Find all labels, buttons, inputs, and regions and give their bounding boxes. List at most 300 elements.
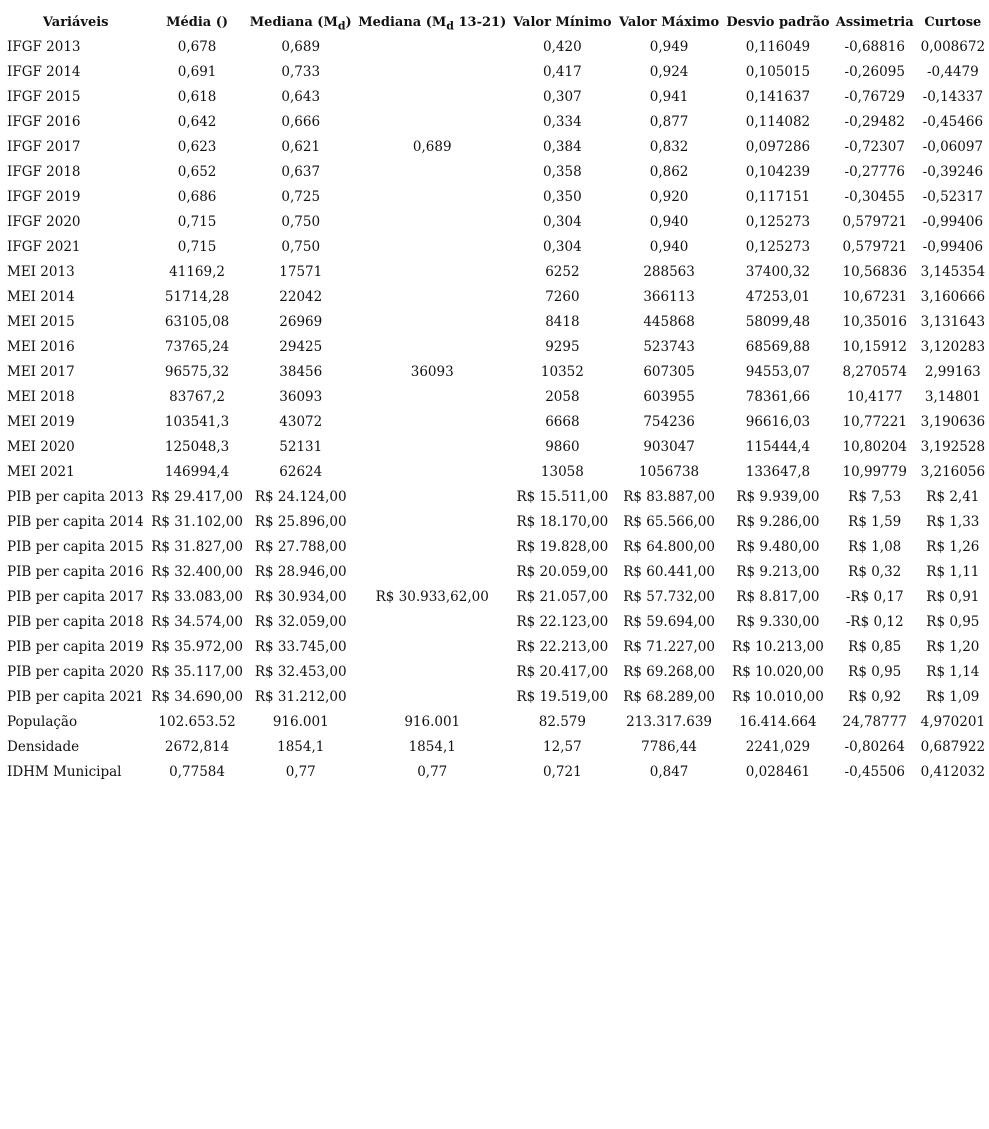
- cell-skewness: -R$ 0,12: [845, 614, 904, 630]
- table-row: [4, 560, 989, 585]
- cell-mean: R$ 29.417,00: [151, 489, 243, 505]
- cell-min: 0,304: [543, 239, 582, 255]
- cell-median-13-21: 36093: [410, 364, 454, 380]
- cell-median: 0,750: [281, 214, 321, 230]
- cell-max: 607305: [643, 364, 695, 380]
- cell-min: R$ 20.417,00: [516, 664, 609, 680]
- cell-mean: 0,715: [177, 239, 217, 255]
- cell-max: 1056738: [639, 464, 700, 480]
- cell-kurtosis: R$ 0,91: [926, 589, 980, 605]
- cell-skewness: -0,68816: [844, 39, 905, 55]
- cell-kurtosis: 2,99163: [924, 364, 981, 380]
- header-mean: Média (): [166, 15, 229, 30]
- cell-median: 0,725: [281, 189, 321, 205]
- cell-variable: IFGF 2014: [7, 64, 81, 80]
- cell-max: 0,941: [649, 89, 689, 105]
- cell-median: 0,689: [281, 39, 321, 55]
- cell-max: 7786,44: [641, 739, 697, 755]
- cell-kurtosis: R$ 1,26: [926, 539, 980, 555]
- cell-median: R$ 27.788,00: [254, 539, 347, 555]
- cell-kurtosis: R$ 1,09: [926, 689, 980, 705]
- cell-mean: R$ 32.400,00: [151, 564, 243, 580]
- cell-median-13-21: [355, 410, 510, 435]
- cell-max: R$ 71.227,00: [623, 639, 715, 655]
- cell-variable: MEI 2019: [7, 414, 75, 430]
- table-row: [4, 235, 989, 260]
- table-row: [4, 35, 989, 60]
- table-row: [4, 160, 989, 185]
- cell-kurtosis: R$ 1,14: [926, 664, 980, 680]
- header-median-13-21-prefix: Mediana (M: [358, 15, 447, 30]
- cell-max: 366113: [643, 289, 695, 305]
- cell-kurtosis: -0,45466: [922, 114, 984, 130]
- cell-max: R$ 83.887,00: [623, 489, 715, 505]
- cell-std: 58099,48: [745, 314, 811, 330]
- cell-max: 213.317.639: [626, 714, 713, 730]
- cell-median-13-21: [355, 660, 510, 685]
- cell-mean: 51714,28: [164, 289, 230, 305]
- cell-max: R$ 69.268,00: [623, 664, 715, 680]
- cell-min: 82.579: [538, 714, 586, 730]
- header-median-13-21-suffix: 13-21): [453, 15, 507, 30]
- table-row: [4, 685, 989, 710]
- cell-kurtosis: 3,160666: [920, 289, 986, 305]
- cell-kurtosis: 3,190636: [920, 414, 986, 430]
- cell-std: 115444,4: [745, 439, 811, 455]
- table-row: [4, 110, 989, 135]
- cell-std: 2241,029: [745, 739, 811, 755]
- cell-mean: 83767,2: [169, 389, 225, 405]
- cell-std: R$ 9.939,00: [736, 489, 820, 505]
- header-row: [4, 6, 989, 35]
- cell-skewness: 10,35016: [842, 314, 907, 330]
- table-row: [4, 85, 989, 110]
- cell-max: 0,924: [649, 64, 689, 80]
- cell-median-13-21: [355, 685, 510, 710]
- table-body: [4, 35, 989, 785]
- cell-skewness: 10,15912: [842, 339, 907, 355]
- cell-kurtosis: R$ 1,11: [926, 564, 980, 580]
- cell-min: 0,350: [543, 189, 582, 205]
- cell-max: R$ 65.566,00: [623, 514, 715, 530]
- cell-std: 96616,03: [745, 414, 811, 430]
- cell-kurtosis: -0,39246: [922, 164, 984, 180]
- cell-variable: IDHM Municipal: [7, 764, 122, 780]
- cell-max: 445868: [643, 314, 695, 330]
- cell-variable: População: [7, 714, 78, 730]
- cell-median: 0,643: [281, 89, 321, 105]
- table-row: [4, 460, 989, 485]
- cell-mean: R$ 34.690,00: [151, 689, 243, 705]
- cell-kurtosis: -0,14337: [922, 89, 984, 105]
- cell-median-13-21: [355, 610, 510, 635]
- table-row: [4, 760, 989, 785]
- cell-max: 0,847: [649, 764, 689, 780]
- cell-median: R$ 32.453,00: [254, 664, 347, 680]
- cell-median: 0,666: [281, 114, 321, 130]
- cell-median-13-21: [355, 460, 510, 485]
- header-max: Valor Máximo: [618, 15, 720, 30]
- cell-median: 0,637: [281, 164, 321, 180]
- cell-median-13-21: [355, 235, 510, 260]
- cell-median-13-21: [355, 335, 510, 360]
- cell-variable: PIB per capita 2014: [7, 514, 144, 530]
- cell-skewness: -R$ 0,17: [845, 589, 904, 605]
- cell-variable: PIB per capita 2016: [7, 564, 144, 580]
- cell-max: R$ 59.694,00: [623, 614, 715, 630]
- cell-variable: IFGF 2021: [7, 239, 81, 255]
- cell-median-13-21: 0,77: [417, 764, 448, 780]
- cell-max: R$ 68.289,00: [623, 689, 715, 705]
- cell-max: 288563: [643, 264, 695, 280]
- cell-kurtosis: 0,687922: [920, 739, 986, 755]
- cell-median: 62624: [279, 464, 323, 480]
- cell-kurtosis: 0,008672: [920, 39, 986, 55]
- cell-mean: 0,652: [177, 164, 217, 180]
- table-row: [4, 210, 989, 235]
- cell-variable: MEI 2020: [7, 439, 75, 455]
- cell-mean: R$ 31.102,00: [151, 514, 243, 530]
- table-row: [4, 585, 989, 610]
- cell-skewness: 10,67231: [842, 289, 907, 305]
- cell-std: 47253,01: [745, 289, 811, 305]
- cell-variable: Densidade: [7, 739, 80, 755]
- cell-min: 7260: [545, 289, 580, 305]
- cell-kurtosis: 3,14801: [924, 389, 981, 405]
- cell-min: 0,384: [543, 139, 582, 155]
- cell-min: R$ 21.057,00: [516, 589, 609, 605]
- cell-skewness: R$ 0,95: [848, 664, 902, 680]
- cell-median-13-21: [355, 535, 510, 560]
- cell-mean: 96575,32: [164, 364, 230, 380]
- cell-max: 0,877: [649, 114, 689, 130]
- cell-skewness: -0,80264: [844, 739, 905, 755]
- cell-variable: IFGF 2013: [7, 39, 81, 55]
- cell-median: 22042: [279, 289, 323, 305]
- cell-max: 903047: [643, 439, 695, 455]
- cell-skewness: 0,579721: [842, 214, 907, 230]
- cell-kurtosis: R$ 1,33: [926, 514, 980, 530]
- cell-std: 94553,07: [745, 364, 811, 380]
- cell-kurtosis: 3,216056: [920, 464, 986, 480]
- cell-kurtosis: -0,99406: [922, 239, 984, 255]
- cell-std: R$ 9.286,00: [736, 514, 820, 530]
- cell-max: R$ 60.441,00: [623, 564, 715, 580]
- cell-min: R$ 20.059,00: [516, 564, 609, 580]
- cell-median-13-21: [355, 560, 510, 585]
- cell-median: R$ 30.934,00: [254, 589, 347, 605]
- cell-min: 10352: [540, 364, 584, 380]
- cell-mean: 0,678: [177, 39, 217, 55]
- cell-std: R$ 9.480,00: [736, 539, 820, 555]
- cell-min: 12,57: [543, 739, 582, 755]
- cell-median-13-21: [355, 185, 510, 210]
- cell-mean: R$ 35.972,00: [151, 639, 243, 655]
- cell-std: 0,117151: [745, 189, 811, 205]
- cell-variable: PIB per capita 2018: [7, 614, 144, 630]
- cell-median: 29425: [279, 339, 323, 355]
- cell-max: 0,862: [649, 164, 689, 180]
- cell-kurtosis: 3,145354: [920, 264, 986, 280]
- cell-skewness: -0,76729: [844, 89, 905, 105]
- cell-median: R$ 31.212,00: [254, 689, 347, 705]
- cell-median-13-21: [355, 510, 510, 535]
- cell-min: 6668: [545, 414, 580, 430]
- cell-mean: 103541,3: [164, 414, 230, 430]
- cell-median: R$ 32.059,00: [254, 614, 347, 630]
- cell-variable: MEI 2015: [7, 314, 75, 330]
- header-std: Desvio padrão: [726, 15, 830, 30]
- cell-variable: PIB per capita 2019: [7, 639, 144, 655]
- cell-mean: R$ 33.083,00: [151, 589, 243, 605]
- cell-mean: 41169,2: [169, 264, 225, 280]
- cell-variable: MEI 2018: [7, 389, 75, 405]
- header-median-prefix: Mediana (M: [249, 15, 338, 30]
- cell-median-13-21: [355, 160, 510, 185]
- header-median-subscript: d: [337, 19, 346, 33]
- cell-mean: 0,686: [177, 189, 217, 205]
- cell-std: 0,028461: [745, 764, 811, 780]
- table-row: [4, 510, 989, 535]
- table-row: [4, 310, 989, 335]
- cell-std: 0,116049: [745, 39, 811, 55]
- cell-kurtosis: R$ 0,95: [926, 614, 980, 630]
- header-skewness: Assimetria: [835, 15, 914, 30]
- cell-std: 0,125273: [745, 214, 811, 230]
- cell-max: 523743: [643, 339, 695, 355]
- cell-min: 13058: [540, 464, 584, 480]
- cell-median-13-21: [355, 110, 510, 135]
- header-kurtosis: Curtose: [924, 15, 982, 30]
- cell-kurtosis: 3,120283: [920, 339, 986, 355]
- cell-median-13-21: 916.001: [404, 714, 461, 730]
- header-median: [247, 6, 355, 35]
- table-header: [4, 6, 989, 35]
- cell-median: 43072: [279, 414, 323, 430]
- cell-kurtosis: 3,192528: [920, 439, 986, 455]
- cell-std: 0,114082: [745, 114, 811, 130]
- table-row: [4, 635, 989, 660]
- cell-median: R$ 25.896,00: [254, 514, 347, 530]
- table-row: [4, 435, 989, 460]
- cell-min: 9295: [545, 339, 580, 355]
- header-variables: Variáveis: [42, 15, 109, 30]
- cell-variable: MEI 2021: [7, 464, 75, 480]
- cell-skewness: 24,78777: [842, 714, 907, 730]
- cell-std: R$ 10.020,00: [732, 664, 824, 680]
- cell-variable: MEI 2014: [7, 289, 75, 305]
- cell-min: 9860: [545, 439, 580, 455]
- cell-median-13-21: [355, 485, 510, 510]
- cell-median-13-21: R$ 30.933,62,00: [375, 589, 489, 605]
- cell-std: 0,097286: [745, 139, 811, 155]
- cell-min: R$ 18.170,00: [516, 514, 609, 530]
- table-row: [4, 385, 989, 410]
- cell-mean: 0,715: [177, 214, 217, 230]
- cell-variable: PIB per capita 2017: [7, 589, 144, 605]
- table-row: [4, 410, 989, 435]
- cell-min: R$ 15.511,00: [516, 489, 609, 505]
- cell-skewness: 10,56836: [842, 264, 907, 280]
- cell-variable: PIB per capita 2020: [7, 664, 144, 680]
- header-median-13-21-subscript: d: [446, 19, 454, 33]
- cell-skewness: 8,270574: [842, 364, 907, 380]
- cell-std: 37400,32: [745, 264, 811, 280]
- cell-variable: IFGF 2015: [7, 89, 81, 105]
- cell-min: 0,358: [543, 164, 582, 180]
- table-row: [4, 660, 989, 685]
- cell-skewness: 10,77221: [842, 414, 907, 430]
- cell-median: 52131: [279, 439, 323, 455]
- cell-mean: 0,618: [177, 89, 217, 105]
- cell-median: 17571: [279, 264, 323, 280]
- cell-median-13-21: [355, 210, 510, 235]
- cell-median-13-21: 1854,1: [408, 739, 456, 755]
- cell-kurtosis: R$ 1,20: [926, 639, 980, 655]
- table-row: [4, 360, 989, 385]
- cell-max: 0,920: [649, 189, 689, 205]
- cell-skewness: -0,29482: [844, 114, 905, 130]
- cell-min: 0,721: [543, 764, 582, 780]
- cell-median: 916.001: [272, 714, 329, 730]
- cell-mean: 2672,814: [164, 739, 230, 755]
- cell-min: 0,307: [543, 89, 582, 105]
- table-row: [4, 260, 989, 285]
- table-row: [4, 610, 989, 635]
- cell-median-13-21: [355, 60, 510, 85]
- table-row: [4, 735, 989, 760]
- cell-skewness: R$ 0,85: [848, 639, 902, 655]
- cell-variable: MEI 2016: [7, 339, 75, 355]
- cell-mean: R$ 31.827,00: [151, 539, 243, 555]
- cell-skewness: R$ 0,32: [848, 564, 902, 580]
- cell-min: 0,420: [543, 39, 582, 55]
- cell-kurtosis: -0,4479: [926, 64, 979, 80]
- cell-median: R$ 28.946,00: [254, 564, 347, 580]
- cell-skewness: 10,99779: [842, 464, 907, 480]
- cell-std: 0,125273: [745, 239, 811, 255]
- cell-min: 0,334: [543, 114, 582, 130]
- cell-std: 0,105015: [745, 64, 811, 80]
- table-row: [4, 60, 989, 85]
- statistics-table: [4, 6, 989, 785]
- cell-std: R$ 8.817,00: [736, 589, 820, 605]
- cell-median: R$ 24.124,00: [254, 489, 347, 505]
- cell-mean: 0,623: [177, 139, 217, 155]
- cell-std: 0,141637: [745, 89, 811, 105]
- cell-max: R$ 57.732,00: [623, 589, 715, 605]
- cell-kurtosis: 0,412032: [920, 764, 986, 780]
- cell-median: 38456: [279, 364, 323, 380]
- cell-min: R$ 19.828,00: [516, 539, 609, 555]
- cell-mean: 102.653.52: [158, 714, 236, 730]
- header-median-suffix: ): [345, 15, 352, 30]
- cell-skewness: 10,80204: [842, 439, 907, 455]
- table-row: [4, 185, 989, 210]
- cell-mean: 0,691: [177, 64, 217, 80]
- cell-min: 0,417: [543, 64, 582, 80]
- cell-median: 0,733: [281, 64, 321, 80]
- cell-median-13-21: [355, 85, 510, 110]
- cell-skewness: R$ 1,59: [848, 514, 902, 530]
- table-row: [4, 485, 989, 510]
- cell-skewness: -0,26095: [844, 64, 905, 80]
- cell-max: 0,940: [649, 214, 689, 230]
- cell-median: R$ 33.745,00: [254, 639, 347, 655]
- cell-skewness: 0,579721: [842, 239, 907, 255]
- cell-max: 754236: [643, 414, 695, 430]
- cell-skewness: -0,45506: [844, 764, 905, 780]
- cell-median: 0,77: [285, 764, 316, 780]
- cell-variable: IFGF 2019: [7, 189, 81, 205]
- cell-min: R$ 22.123,00: [516, 614, 609, 630]
- cell-std: 68569,88: [745, 339, 811, 355]
- cell-skewness: -0,27776: [844, 164, 905, 180]
- cell-median: 1854,1: [277, 739, 325, 755]
- cell-kurtosis: -0,99406: [922, 214, 984, 230]
- cell-mean: R$ 35.117,00: [151, 664, 243, 680]
- table-row: [4, 285, 989, 310]
- table-row: [4, 710, 989, 735]
- cell-std: R$ 10.010,00: [732, 689, 824, 705]
- cell-kurtosis: -0,52317: [922, 189, 984, 205]
- cell-mean: 0,77584: [169, 764, 225, 780]
- cell-std: 133647,8: [745, 464, 811, 480]
- cell-variable: IFGF 2018: [7, 164, 81, 180]
- cell-median-13-21: [355, 385, 510, 410]
- cell-min: R$ 22.213,00: [516, 639, 609, 655]
- cell-std: R$ 9.330,00: [736, 614, 820, 630]
- cell-median-13-21: 0,689: [412, 139, 452, 155]
- cell-std: R$ 10.213,00: [732, 639, 824, 655]
- cell-variable: MEI 2017: [7, 364, 75, 380]
- cell-kurtosis: 4,970201: [920, 714, 986, 730]
- cell-kurtosis: -0,06097: [922, 139, 984, 155]
- cell-median-13-21: [355, 310, 510, 335]
- cell-variable: PIB per capita 2021: [7, 689, 144, 705]
- cell-skewness: R$ 1,08: [848, 539, 902, 555]
- cell-min: 8418: [545, 314, 580, 330]
- cell-mean: 0,642: [177, 114, 217, 130]
- cell-max: 0,832: [649, 139, 689, 155]
- cell-median: 0,750: [281, 239, 321, 255]
- cell-std: R$ 9.213,00: [736, 564, 820, 580]
- cell-variable: IFGF 2016: [7, 114, 81, 130]
- cell-std: 78361,66: [745, 389, 811, 405]
- header-min: Valor Mínimo: [513, 15, 612, 30]
- cell-mean: 146994,4: [164, 464, 230, 480]
- cell-skewness: -0,72307: [844, 139, 905, 155]
- table-row: [4, 135, 989, 160]
- cell-max: R$ 64.800,00: [623, 539, 715, 555]
- table-row: [4, 335, 989, 360]
- header-median-13-21: [355, 6, 510, 35]
- table-row: [4, 535, 989, 560]
- cell-min: 2058: [545, 389, 580, 405]
- cell-skewness: 10,4177: [846, 389, 903, 405]
- cell-skewness: -0,30455: [844, 189, 905, 205]
- cell-variable: PIB per capita 2013: [7, 489, 144, 505]
- cell-mean: R$ 34.574,00: [151, 614, 243, 630]
- cell-median-13-21: [355, 635, 510, 660]
- cell-median: 36093: [279, 389, 323, 405]
- cell-median: 26969: [279, 314, 323, 330]
- cell-skewness: R$ 0,92: [848, 689, 902, 705]
- cell-median: 0,621: [281, 139, 321, 155]
- cell-median-13-21: [355, 285, 510, 310]
- cell-kurtosis: R$ 2,41: [926, 489, 980, 505]
- cell-mean: 63105,08: [164, 314, 230, 330]
